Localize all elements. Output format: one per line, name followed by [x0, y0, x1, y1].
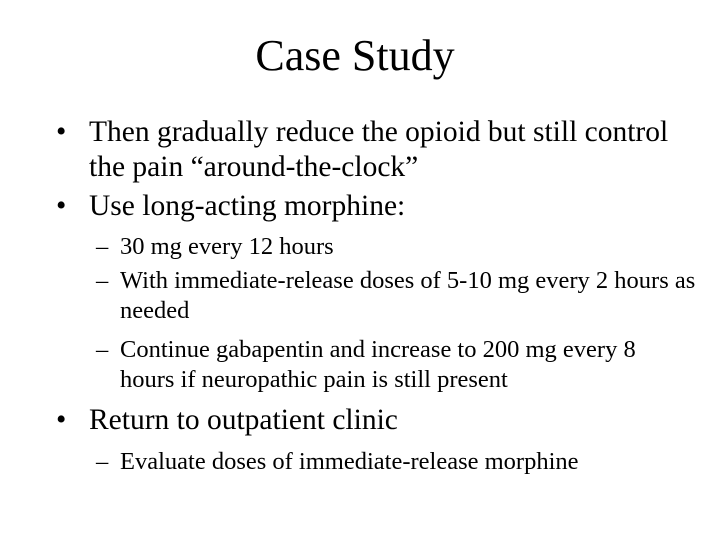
sub-bullet-text: Continue gabapentin and increase to 200 mg every 8 hours if neuropathic pain is still present	[120, 336, 636, 393]
sub-bullet-item-3	[96, 335, 696, 395]
sub-bullet-item-1	[96, 232, 696, 262]
slide-title: Case Study	[255, 31, 455, 80]
bullet-marker: •	[56, 404, 67, 436]
bullet-text: Then gradually reduce the opioid but still control the pain “around-the-clock”	[89, 116, 669, 183]
sub-bullet-text: With immediate-release doses of 5-10 mg every 2 hours as needed	[120, 267, 696, 324]
bullet-item-3	[56, 403, 696, 438]
bullet-marker: •	[56, 190, 67, 222]
dash-marker: –	[96, 336, 109, 363]
bullet-item-1	[56, 115, 696, 185]
sub-bullet-item-4	[96, 447, 696, 477]
bullet-marker: •	[56, 116, 67, 148]
dash-marker: –	[96, 448, 109, 475]
bullet-text: Use long-acting morphine:	[89, 190, 406, 222]
sub-bullet-item-2	[96, 266, 696, 326]
sub-bullet-text: 30 mg every 12 hours	[120, 233, 334, 260]
bullet-text: Return to outpatient clinic	[89, 404, 398, 436]
bullet-item-2	[56, 189, 696, 224]
dash-marker: –	[96, 267, 109, 294]
dash-marker: –	[96, 233, 109, 260]
sub-bullet-text: Evaluate doses of immediate-release morphine	[120, 448, 579, 475]
